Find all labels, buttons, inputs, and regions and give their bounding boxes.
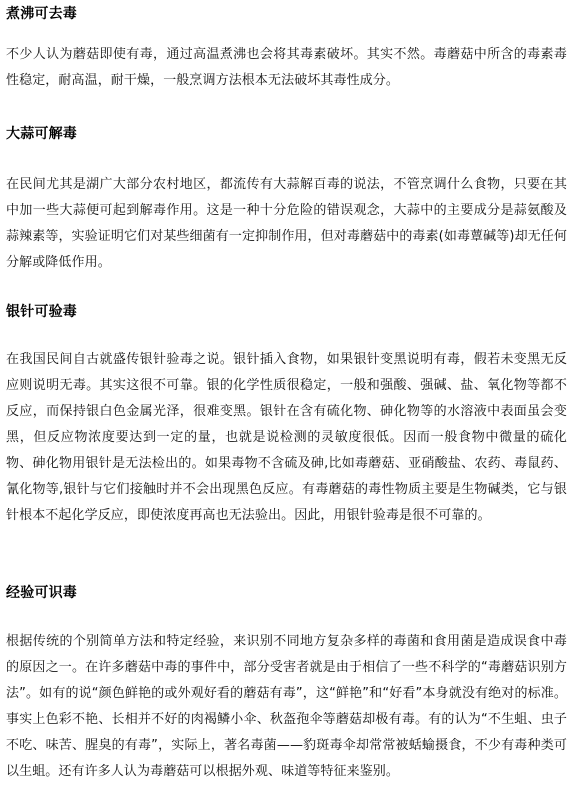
section-heading-experience: 经验可识毒 bbox=[6, 585, 77, 601]
section-body-silver-needle: 在我国民间自古就盛传银针验毒之说。银针插入食物，如果银针变黑说明有毒，假若未变黑无反应则说明无毒。其实这很不可靠。银的化学性质很稳定，一般和强酸、强碱、盐、氧化物等都不反应，而保持银白色金属光泽，很难变黑。银针在含有硫化物、砷化物等的水溶液中表面虽会变黑，但反应物浓度要达到一定的量，也就是说检测的灵敏度很低。因而一般食物中微量的硫化物、砷化物用银针是无法检出的。如果毒物不含硫及砷,比如毒蘑菇、亚硝酸盐、农药、毒鼠药、氰化物等,银针与它们接触时并不会出现黑色反应。有毒蘑菇的毒性物质主要是生物碱类，它与银针根本不起化学反应，即使浓度再高也无法验出。因此，用银针验毒是很不可靠的。 bbox=[6, 352, 567, 523]
section-heading-boiling: 煮沸可去毒 bbox=[6, 6, 77, 22]
section-body-boiling: 不少人认为蘑菇即使有毒，通过高温煮沸也会将其毒素破坏。其实不然。毒蘑菇中所含的毒素毒性稳定，耐高温，耐干燥，一般烹调方法根本无法破坏其毒性成分。 bbox=[6, 47, 567, 88]
section-heading-garlic: 大蒜可解毒 bbox=[6, 126, 77, 142]
section-body-garlic: 在民间尤其是湖广大部分农村地区，都流传有大蒜解百毒的说法，不管烹调什么食物，只要在其中加一些大蒜便可起到解毒作用。这是一种十分危险的错误观念，大蒜中的主要成分是蒜氨酸及蒜辣素等，实验证明它们对某些细菌有一定抑制作用，但对毒蘑菇中的毒素(如毒蕈碱等)却无任何分解或降低作用。 bbox=[6, 177, 567, 270]
section-body-experience: 根据传统的个别简单方法和特定经验，来识别不同地方复杂多样的毒菌和食用菌是造成误食中毒的原因之一。在许多蘑菇中毒的事件中，部分受害者就是由于相信了一些不科学的“毒蘑菇识别方法”。如有的说“颜色鲜艳的或外观好看的蘑菇有毒”，这“鲜艳”和“好看”本身就没有绝对的标准。事实上色彩不艳、长相并不好的肉褐鳞小伞、秋盔孢伞等蘑菇却极有毒。有的认为“不生蛆、虫子不吃、味苦、腥臭的有毒”，实际上，著名毒菌——豹斑毒伞却常常被蛞蝓摄食，不少有毒种类可以生蛆。还有许多人认为毒蘑菇可以根据外观、味道等特征来鉴别。 bbox=[6, 634, 567, 779]
section-heading-silver-needle: 银针可验毒 bbox=[6, 304, 77, 320]
